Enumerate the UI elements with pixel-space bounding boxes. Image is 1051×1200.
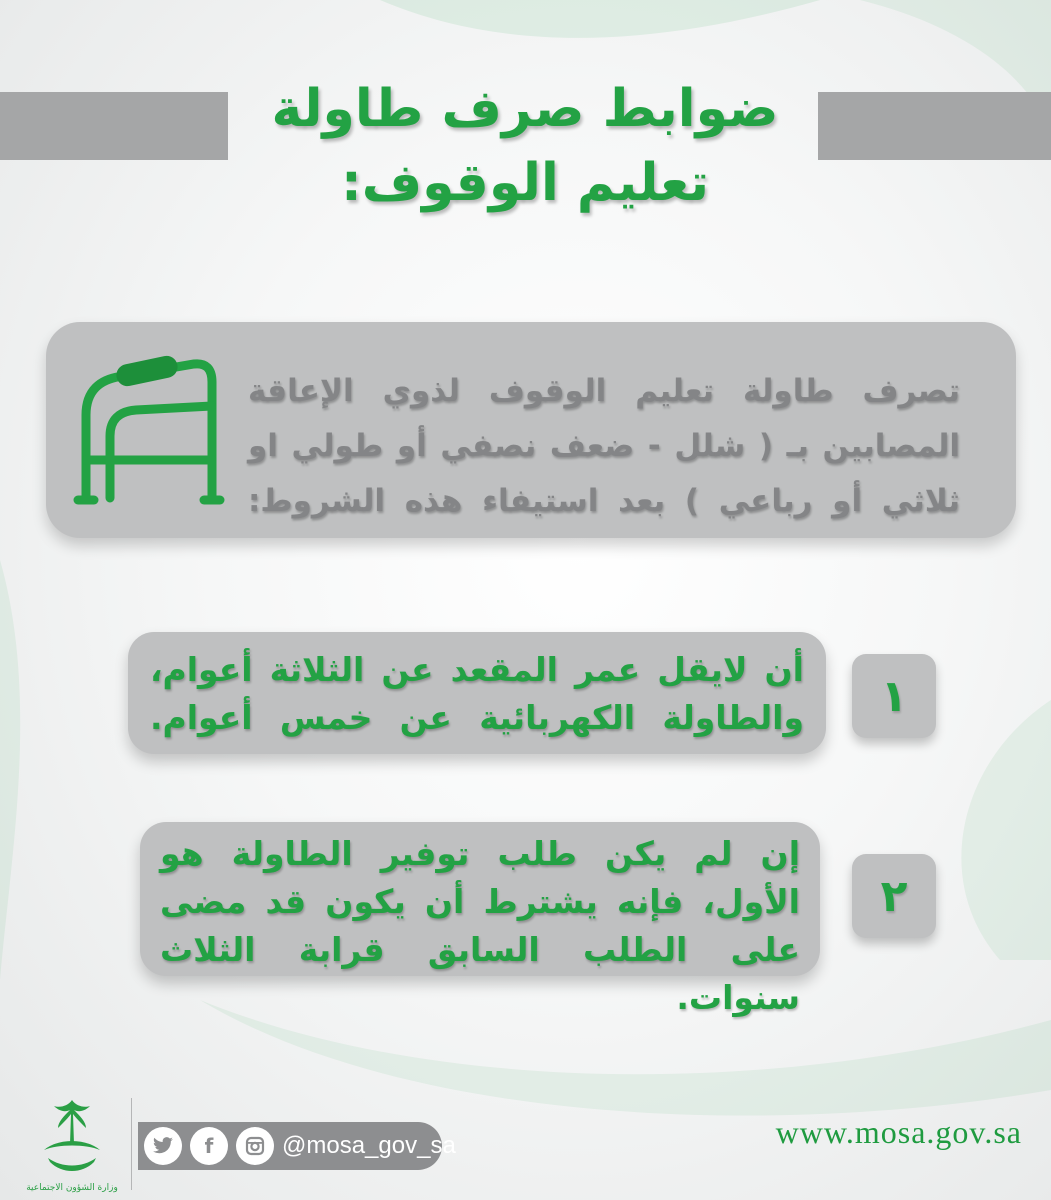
condition-1-number: ١ bbox=[852, 654, 936, 738]
footer-divider bbox=[131, 1098, 132, 1190]
title-bar-left bbox=[0, 92, 228, 160]
twitter-icon[interactable] bbox=[144, 1127, 182, 1165]
title-line-2: تعليم الوقوف: bbox=[340, 153, 709, 213]
instagram-icon[interactable] bbox=[236, 1127, 274, 1165]
website-link[interactable]: www.mosa.gov.sa bbox=[775, 1114, 1022, 1150]
intro-text: تصرف طاولة تعليم الوقوف لذوي الإعاقة المصابين بـ ( شلل - ضعف نصفي أو طولي او ثلاثي أو رباعي ) بعد استيفاء هذه الشروط: bbox=[248, 373, 960, 519]
walker-icon bbox=[66, 340, 236, 510]
facebook-glyph: f bbox=[204, 1134, 214, 1158]
social-handle[interactable]: @mosa_gov_sa bbox=[282, 1132, 456, 1159]
title-bar-right bbox=[818, 92, 1051, 160]
condition-2-text: إن لم يكن طلب توفير الطاولة هو الأول، فإنه يشترط أن يكون قد مضى على الطلب السابق قرابة الثلاث سنوات. bbox=[160, 834, 800, 1017]
facebook-icon[interactable] bbox=[190, 1127, 228, 1165]
ministry-logo bbox=[24, 1092, 120, 1196]
page-title bbox=[240, 72, 810, 220]
condition-1-text: أن لايقل عمر المقعد عن الثلاثة أعوام، والطاولة الكهربائية عن خمس أعوام. bbox=[150, 650, 804, 737]
title-line-1: ضوابط صرف طاولة bbox=[271, 79, 779, 139]
logo-text: وزارة الشؤون الاجتماعية bbox=[26, 1183, 118, 1193]
condition-2-number: ٢ bbox=[852, 854, 936, 938]
